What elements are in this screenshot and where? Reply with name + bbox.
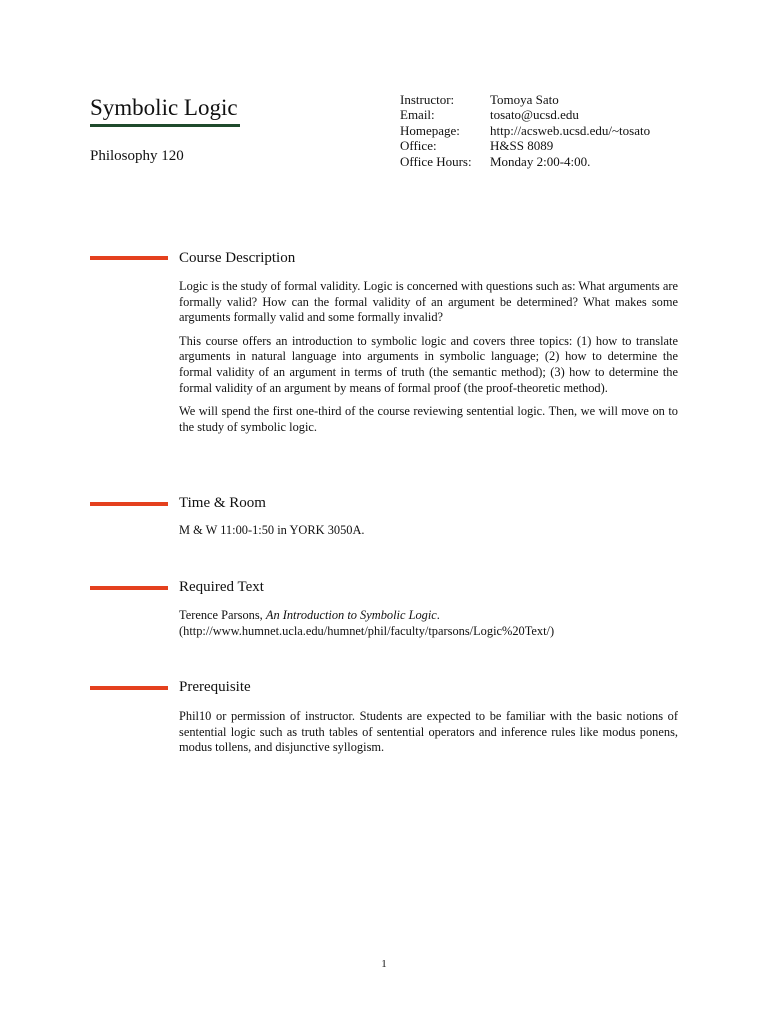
required-text-citation [179, 608, 678, 624]
textbook-author: Terence Parsons, [179, 608, 266, 622]
instructor-name: Tomoya Sato [490, 92, 559, 107]
info-label: Office: [400, 138, 437, 154]
section-marker [90, 586, 168, 590]
section-marker [90, 502, 168, 506]
description-paragraph: We will spend the first one-third of the course reviewing sentential logic. Then, we will move on to the study of symbolic logic. [179, 404, 678, 434]
textbook-url[interactable]: (http://www.humnet.ucla.edu/humnet/phil/faculty/tparsons/Logic%20Text/) [179, 623, 555, 638]
course-description-body [179, 279, 678, 443]
office-location: H&SS 8089 [490, 138, 554, 154]
info-row-email [400, 107, 650, 122]
info-row-office-hours [400, 154, 650, 169]
page-number: 1 [381, 958, 387, 970]
info-label: Instructor: [400, 92, 455, 107]
instructor-info [400, 92, 650, 169]
info-row-homepage [400, 123, 650, 138]
time-room-body [179, 523, 678, 547]
title-underline [90, 124, 240, 127]
page-title: Symbolic Logic [90, 95, 238, 120]
info-label: Homepage: [400, 122, 460, 138]
section-marker [90, 256, 168, 260]
info-label: Office Hours: [400, 153, 472, 169]
textbook-title: An Introduction to Symbolic Logic [265, 608, 437, 622]
email-link[interactable]: tosato@ucsd.edu [490, 107, 579, 123]
office-hours: Monday 2:00-4:00. [490, 153, 591, 169]
section-heading-prerequisite: Prerequisite [179, 679, 251, 695]
required-text-body [179, 608, 678, 639]
description-paragraph: Logic is the study of formal validity. Logic is concerned with questions such as: What arguments are formally valid? How can the formal validity of an argument be determined? What makes some arguments formally valid and some formally invalid? [179, 279, 678, 325]
section-marker [90, 686, 168, 690]
section-heading-required-text: Required Text [179, 579, 264, 595]
homepage-link[interactable]: http://acsweb.ucsd.edu/~tosato [490, 122, 651, 138]
info-row-office [400, 138, 650, 153]
info-label: Email: [400, 107, 435, 123]
info-row-instructor [400, 92, 650, 107]
description-paragraph: This course offers an introduction to symbolic logic and covers three topics: (1) how to translate arguments in natural language into arguments in symbolic language; (2) how to determine the formal validity of an argument in terms of truth (the semantic method); (3) how to determine the formal validity of an argument by means of formal proof (the proof-theoretic method). [179, 333, 678, 395]
section-heading-course-description: Course Description [179, 250, 296, 266]
course-number: Philosophy 120 [90, 148, 184, 164]
time-room-text: M & W 11:00-1:50 in YORK 3050A. [179, 523, 365, 537]
section-heading-time-room: Time & Room [179, 495, 266, 511]
prerequisite-body [179, 709, 678, 764]
citation-period: . [436, 608, 440, 622]
prerequisite-text: Phil10 or permission of instructor. Students are expected to be familiar with the basic notions of sentential logic such as truth tables of sentential operators and inference rules like modus ponens, modus tollens, and disjunctive syllogism. [179, 709, 678, 755]
